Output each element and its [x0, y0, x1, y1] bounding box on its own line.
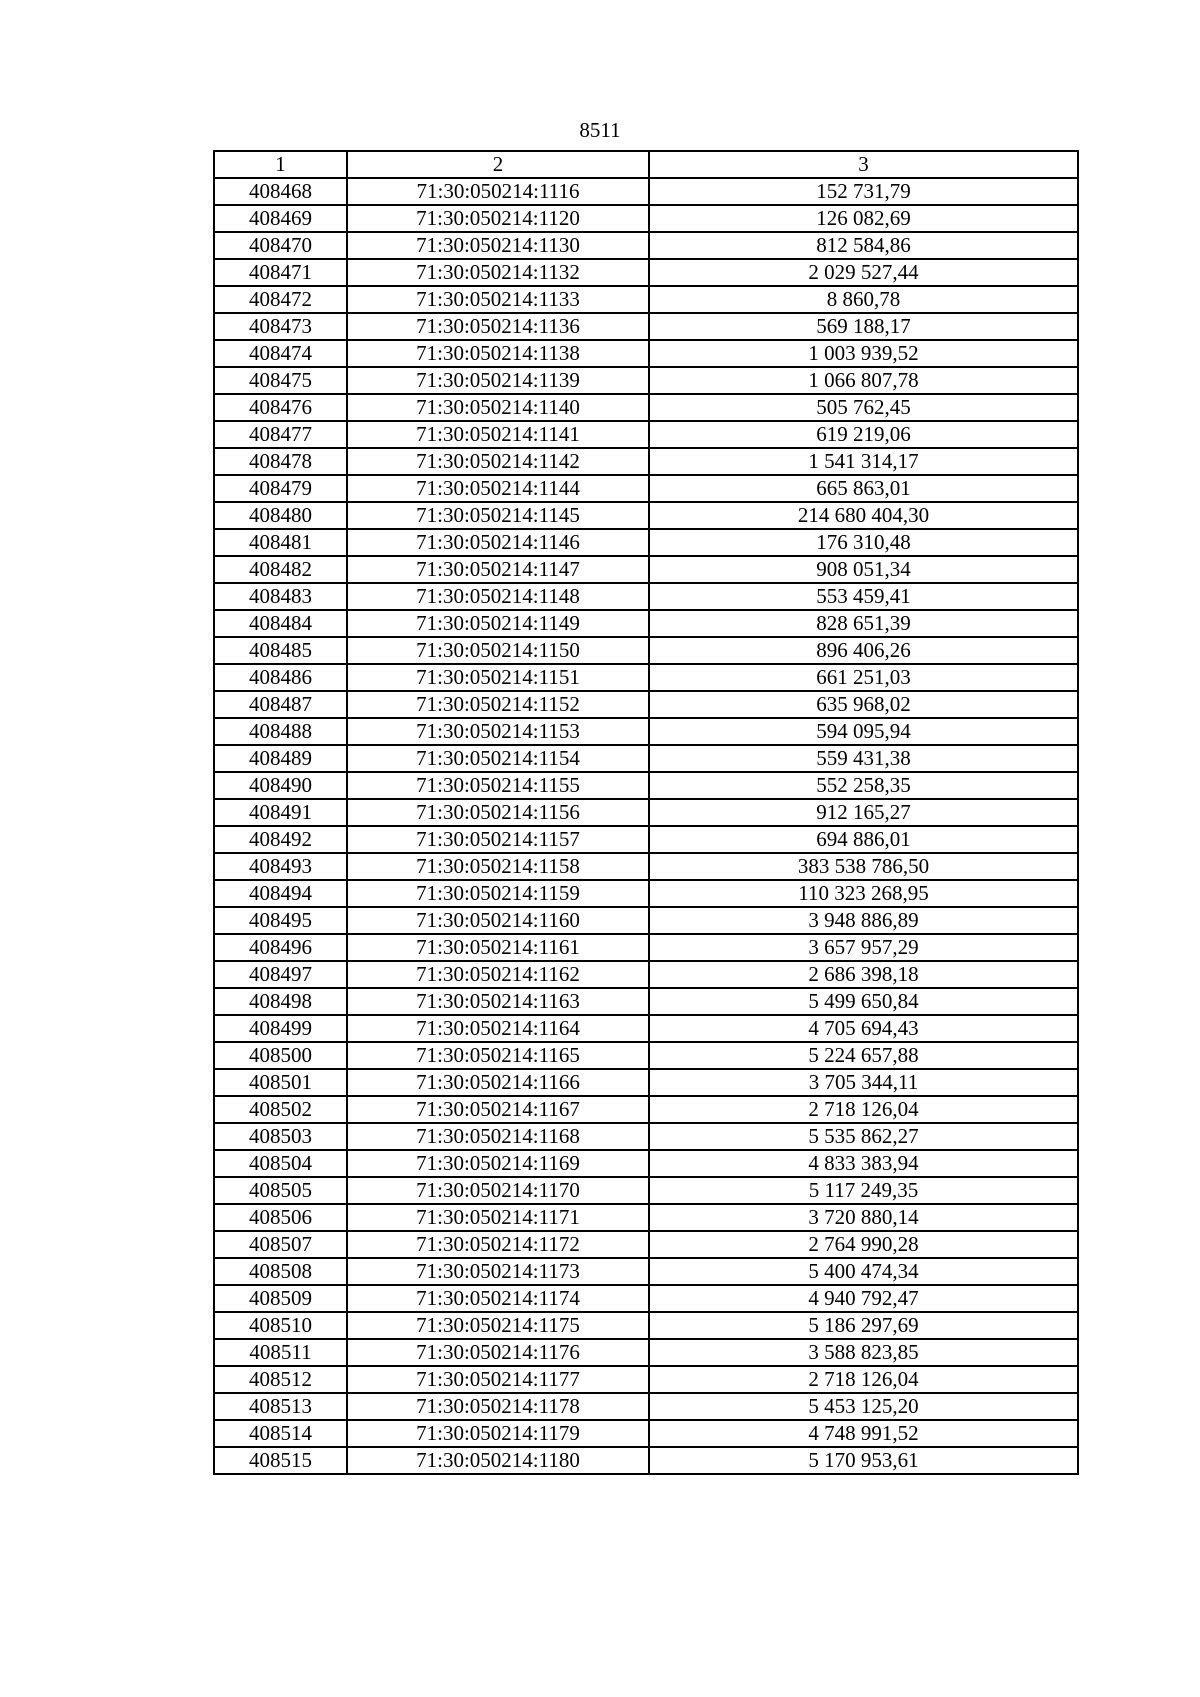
table-row	[214, 664, 1078, 691]
table-row	[214, 475, 1078, 502]
table-row	[214, 907, 1078, 934]
table-row	[214, 826, 1078, 853]
cadastral-number-cell: 71:30:050214:1153	[347, 718, 649, 745]
cadastral-number-cell: 71:30:050214:1162	[347, 961, 649, 988]
cadastral-value-cell: 619 219,06	[649, 421, 1078, 448]
row-number-cell: 408496	[214, 934, 347, 961]
row-number-cell: 408475	[214, 367, 347, 394]
cadastral-value-cell: 4 833 383,94	[649, 1150, 1078, 1177]
row-number-cell: 408497	[214, 961, 347, 988]
table-row	[214, 934, 1078, 961]
cadastral-number-cell: 71:30:050214:1158	[347, 853, 649, 880]
cadastral-value-cell: 2 718 126,04	[649, 1366, 1078, 1393]
cadastral-value-cell: 126 082,69	[649, 205, 1078, 232]
cadastral-number-cell: 71:30:050214:1164	[347, 1015, 649, 1042]
table-row	[214, 178, 1078, 205]
cadastral-number-cell: 71:30:050214:1141	[347, 421, 649, 448]
cadastral-value-cell: 553 459,41	[649, 583, 1078, 610]
cadastral-number-cell: 71:30:050214:1173	[347, 1258, 649, 1285]
table-row	[214, 1285, 1078, 1312]
cadastral-number-cell: 71:30:050214:1174	[347, 1285, 649, 1312]
cadastral-number-cell: 71:30:050214:1151	[347, 664, 649, 691]
row-number-cell: 408489	[214, 745, 347, 772]
row-number-cell: 408471	[214, 259, 347, 286]
cadastral-value-cell: 152 731,79	[649, 178, 1078, 205]
row-number-cell: 408514	[214, 1420, 347, 1447]
cadastral-value-cell: 4 748 991,52	[649, 1420, 1078, 1447]
row-number-cell: 408495	[214, 907, 347, 934]
row-number-cell: 408493	[214, 853, 347, 880]
table-row	[214, 1420, 1078, 1447]
row-number-cell: 408472	[214, 286, 347, 313]
row-number-cell: 408488	[214, 718, 347, 745]
row-number-cell: 408470	[214, 232, 347, 259]
cadastral-number-cell: 71:30:050214:1140	[347, 394, 649, 421]
cadastral-value-table	[213, 150, 1079, 1475]
cadastral-number-cell: 71:30:050214:1176	[347, 1339, 649, 1366]
cadastral-value-cell: 214 680 404,30	[649, 502, 1078, 529]
column-number-row	[214, 151, 1078, 178]
cadastral-value-cell: 8 860,78	[649, 286, 1078, 313]
cadastral-number-cell: 71:30:050214:1144	[347, 475, 649, 502]
row-number-cell: 408513	[214, 1393, 347, 1420]
table-row	[214, 1312, 1078, 1339]
cadastral-number-cell: 71:30:050214:1152	[347, 691, 649, 718]
cadastral-value-cell: 828 651,39	[649, 610, 1078, 637]
cadastral-number-cell: 71:30:050214:1147	[347, 556, 649, 583]
table-row	[214, 583, 1078, 610]
cadastral-value-cell: 896 406,26	[649, 637, 1078, 664]
cadastral-value-cell: 2 718 126,04	[649, 1096, 1078, 1123]
cadastral-number-cell: 71:30:050214:1161	[347, 934, 649, 961]
cadastral-value-cell: 2 686 398,18	[649, 961, 1078, 988]
cadastral-value-cell: 505 762,45	[649, 394, 1078, 421]
cadastral-value-cell: 5 224 657,88	[649, 1042, 1078, 1069]
row-number-cell: 408507	[214, 1231, 347, 1258]
row-number-cell: 408490	[214, 772, 347, 799]
table-row	[214, 799, 1078, 826]
table-body	[214, 178, 1078, 1474]
cadastral-number-cell: 71:30:050214:1148	[347, 583, 649, 610]
table-row	[214, 853, 1078, 880]
cadastral-number-cell: 71:30:050214:1171	[347, 1204, 649, 1231]
cadastral-value-cell: 569 188,17	[649, 313, 1078, 340]
cadastral-value-cell: 1 003 939,52	[649, 340, 1078, 367]
column-number-2: 2	[347, 151, 649, 178]
table-row	[214, 1015, 1078, 1042]
table-row	[214, 772, 1078, 799]
cadastral-value-cell: 635 968,02	[649, 691, 1078, 718]
table-row	[214, 502, 1078, 529]
row-number-cell: 408473	[214, 313, 347, 340]
row-number-cell: 408484	[214, 610, 347, 637]
cadastral-value-cell: 3 720 880,14	[649, 1204, 1078, 1231]
table-row	[214, 340, 1078, 367]
table-row	[214, 691, 1078, 718]
cadastral-number-cell: 71:30:050214:1172	[347, 1231, 649, 1258]
table-row	[214, 232, 1078, 259]
table-row	[214, 880, 1078, 907]
cadastral-number-cell: 71:30:050214:1139	[347, 367, 649, 394]
cadastral-number-cell: 71:30:050214:1168	[347, 1123, 649, 1150]
table-row	[214, 1366, 1078, 1393]
cadastral-number-cell: 71:30:050214:1178	[347, 1393, 649, 1420]
row-number-cell: 408511	[214, 1339, 347, 1366]
row-number-cell: 408505	[214, 1177, 347, 1204]
cadastral-number-cell: 71:30:050214:1133	[347, 286, 649, 313]
row-number-cell: 408510	[214, 1312, 347, 1339]
cadastral-value-cell: 812 584,86	[649, 232, 1078, 259]
table-row	[214, 1150, 1078, 1177]
cadastral-value-cell: 665 863,01	[649, 475, 1078, 502]
row-number-cell: 408512	[214, 1366, 347, 1393]
row-number-cell: 408485	[214, 637, 347, 664]
cadastral-value-cell: 661 251,03	[649, 664, 1078, 691]
table-row	[214, 988, 1078, 1015]
cadastral-number-cell: 71:30:050214:1163	[347, 988, 649, 1015]
row-number-cell: 408477	[214, 421, 347, 448]
table-row	[214, 718, 1078, 745]
table-row	[214, 421, 1078, 448]
table-row	[214, 1258, 1078, 1285]
table-row	[214, 448, 1078, 475]
page-number: 8511	[579, 118, 621, 142]
table-row	[214, 529, 1078, 556]
cadastral-value-cell: 4 940 792,47	[649, 1285, 1078, 1312]
table-row	[214, 610, 1078, 637]
row-number-cell: 408478	[214, 448, 347, 475]
cadastral-value-cell: 552 258,35	[649, 772, 1078, 799]
table-row	[214, 1339, 1078, 1366]
table-row	[214, 286, 1078, 313]
cadastral-number-cell: 71:30:050214:1179	[347, 1420, 649, 1447]
cadastral-number-cell: 71:30:050214:1166	[347, 1069, 649, 1096]
cadastral-number-cell: 71:30:050214:1145	[347, 502, 649, 529]
cadastral-number-cell: 71:30:050214:1138	[347, 340, 649, 367]
cadastral-value-cell: 3 657 957,29	[649, 934, 1078, 961]
row-number-cell: 408508	[214, 1258, 347, 1285]
cadastral-number-cell: 71:30:050214:1160	[347, 907, 649, 934]
row-number-cell: 408491	[214, 799, 347, 826]
row-number-cell: 408503	[214, 1123, 347, 1150]
table-row	[214, 1447, 1078, 1474]
cadastral-number-cell: 71:30:050214:1169	[347, 1150, 649, 1177]
row-number-cell: 408483	[214, 583, 347, 610]
table-row	[214, 1123, 1078, 1150]
cadastral-value-cell: 3 948 886,89	[649, 907, 1078, 934]
cadastral-value-cell: 559 431,38	[649, 745, 1078, 772]
row-number-cell: 408476	[214, 394, 347, 421]
table-row	[214, 961, 1078, 988]
cadastral-value-cell: 2 764 990,28	[649, 1231, 1078, 1258]
row-number-cell: 408482	[214, 556, 347, 583]
cadastral-number-cell: 71:30:050214:1116	[347, 178, 649, 205]
row-number-cell: 408515	[214, 1447, 347, 1474]
table-row	[214, 637, 1078, 664]
row-number-cell: 408502	[214, 1096, 347, 1123]
cadastral-value-cell: 5 499 650,84	[649, 988, 1078, 1015]
table-row	[214, 313, 1078, 340]
cadastral-number-cell: 71:30:050214:1146	[347, 529, 649, 556]
row-number-cell: 408487	[214, 691, 347, 718]
cadastral-value-cell: 5 170 953,61	[649, 1447, 1078, 1474]
row-number-cell: 408500	[214, 1042, 347, 1069]
cadastral-value-cell: 908 051,34	[649, 556, 1078, 583]
cadastral-value-cell: 176 310,48	[649, 529, 1078, 556]
cadastral-value-cell: 5 535 862,27	[649, 1123, 1078, 1150]
cadastral-value-cell: 5 186 297,69	[649, 1312, 1078, 1339]
table-row	[214, 1393, 1078, 1420]
row-number-cell: 408498	[214, 988, 347, 1015]
table-row	[214, 745, 1078, 772]
row-number-cell: 408499	[214, 1015, 347, 1042]
cadastral-value-cell: 1 541 314,17	[649, 448, 1078, 475]
row-number-cell: 408506	[214, 1204, 347, 1231]
row-number-cell: 408509	[214, 1285, 347, 1312]
cadastral-number-cell: 71:30:050214:1155	[347, 772, 649, 799]
table-row	[214, 1204, 1078, 1231]
cadastral-value-cell: 5 117 249,35	[649, 1177, 1078, 1204]
cadastral-number-cell: 71:30:050214:1142	[347, 448, 649, 475]
column-number-3: 3	[649, 151, 1078, 178]
cadastral-number-cell: 71:30:050214:1132	[347, 259, 649, 286]
cadastral-value-cell: 912 165,27	[649, 799, 1078, 826]
cadastral-value-cell: 5 400 474,34	[649, 1258, 1078, 1285]
cadastral-number-cell: 71:30:050214:1157	[347, 826, 649, 853]
table-row	[214, 1069, 1078, 1096]
table-row	[214, 394, 1078, 421]
cadastral-value-cell: 3 588 823,85	[649, 1339, 1078, 1366]
table-row	[214, 1231, 1078, 1258]
cadastral-number-cell: 71:30:050214:1159	[347, 880, 649, 907]
table-row	[214, 1096, 1078, 1123]
cadastral-number-cell: 71:30:050214:1150	[347, 637, 649, 664]
cadastral-number-cell: 71:30:050214:1167	[347, 1096, 649, 1123]
table-row	[214, 556, 1078, 583]
table-row	[214, 205, 1078, 232]
cadastral-number-cell: 71:30:050214:1120	[347, 205, 649, 232]
row-number-cell: 408474	[214, 340, 347, 367]
table-row	[214, 1177, 1078, 1204]
cadastral-value-cell: 5 453 125,20	[649, 1393, 1078, 1420]
row-number-cell: 408492	[214, 826, 347, 853]
cadastral-value-cell: 383 538 786,50	[649, 853, 1078, 880]
row-number-cell: 408481	[214, 529, 347, 556]
row-number-cell: 408480	[214, 502, 347, 529]
cadastral-number-cell: 71:30:050214:1156	[347, 799, 649, 826]
cadastral-number-cell: 71:30:050214:1136	[347, 313, 649, 340]
row-number-cell: 408501	[214, 1069, 347, 1096]
cadastral-value-cell: 3 705 344,11	[649, 1069, 1078, 1096]
table-row	[214, 259, 1078, 286]
cadastral-value-cell: 4 705 694,43	[649, 1015, 1078, 1042]
cadastral-value-cell: 110 323 268,95	[649, 880, 1078, 907]
row-number-cell: 408468	[214, 178, 347, 205]
row-number-cell: 408469	[214, 205, 347, 232]
row-number-cell: 408479	[214, 475, 347, 502]
cadastral-number-cell: 71:30:050214:1130	[347, 232, 649, 259]
cadastral-number-cell: 71:30:050214:1175	[347, 1312, 649, 1339]
cadastral-value-cell: 1 066 807,78	[649, 367, 1078, 394]
row-number-cell: 408486	[214, 664, 347, 691]
cadastral-number-cell: 71:30:050214:1154	[347, 745, 649, 772]
cadastral-number-cell: 71:30:050214:1170	[347, 1177, 649, 1204]
cadastral-number-cell: 71:30:050214:1165	[347, 1042, 649, 1069]
cadastral-value-cell: 594 095,94	[649, 718, 1078, 745]
table-row	[214, 1042, 1078, 1069]
row-number-cell: 408504	[214, 1150, 347, 1177]
column-number-1: 1	[214, 151, 347, 178]
table-row	[214, 367, 1078, 394]
cadastral-number-cell: 71:30:050214:1180	[347, 1447, 649, 1474]
cadastral-value-cell: 2 029 527,44	[649, 259, 1078, 286]
cadastral-number-cell: 71:30:050214:1149	[347, 610, 649, 637]
cadastral-value-cell: 694 886,01	[649, 826, 1078, 853]
row-number-cell: 408494	[214, 880, 347, 907]
cadastral-number-cell: 71:30:050214:1177	[347, 1366, 649, 1393]
